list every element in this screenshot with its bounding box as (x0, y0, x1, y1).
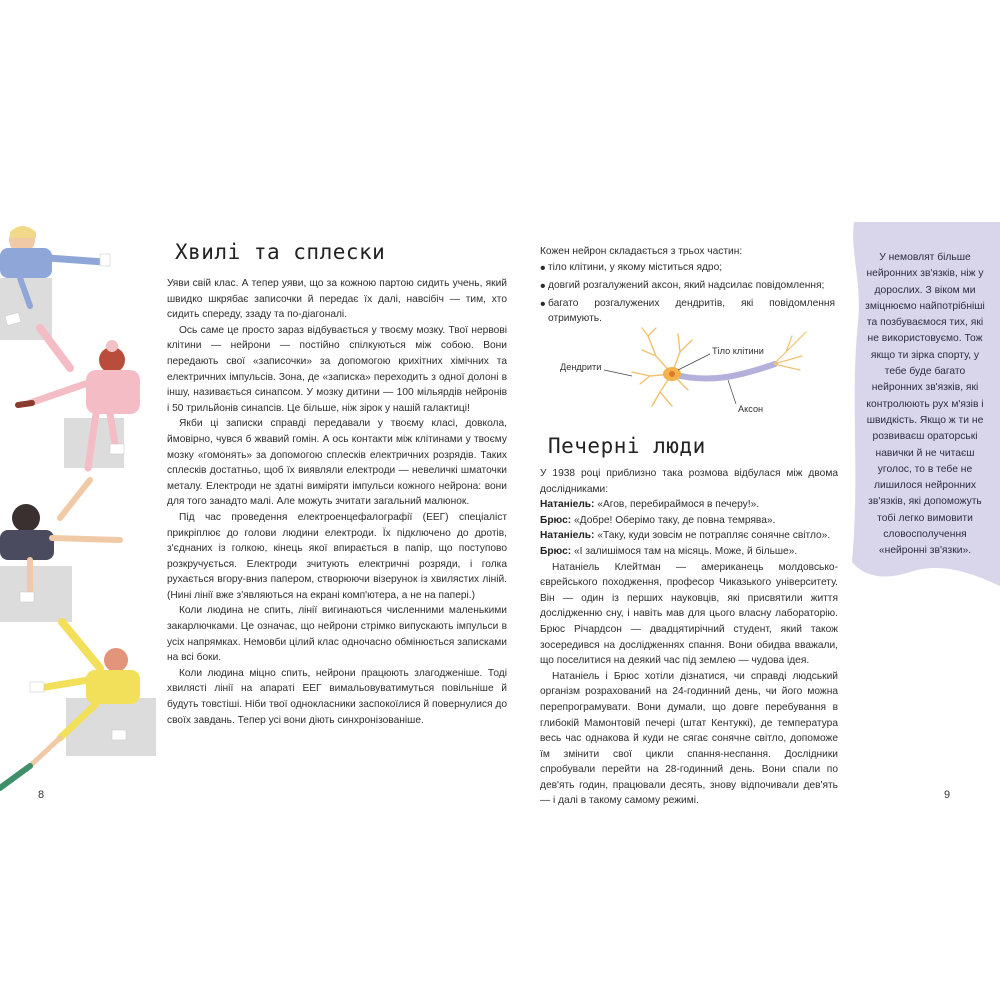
list-item-text: тіло клітини, у якому міститься ядро; (548, 261, 723, 273)
dialogue-text: «Добре! Оберімо таку, де повна темрява». (574, 514, 776, 526)
label-dendrites: Дендрити (560, 362, 602, 372)
list-item: • тіло клітини, у якому міститься ядро; (540, 259, 723, 277)
paragraph: Ось саме це просто зараз відбувається у твоєму мозку. Твої нервові клітини — нейрони — постійно спілкуються між собою. Вони передають свої «записочки» за допомогою крихітних хімічних та електричних імпульсів. Зона, де «записка» переходить з одної долоні в іншу, називається синапсом. У мозку дитини — 100 мільярдів нейронів і 50 трильйонів синапсів. Це більше, ніж зірок у нашій галактиці! (167, 324, 507, 414)
dialogue-text: «Таку, куди зовсім не потрапляє сонячне світло». (597, 530, 831, 542)
speaker: Натаніель: (540, 530, 595, 542)
paragraph: Натаніель Клейтман — американець молдовсько-єврейського походження, професор Чиказького університету. Він — один із перших науковців, які присвятили життя дослідженню сну, і навіть мав для цього власну лабораторію. Брюс Річардсон — двадцятирічний студент, який також зосередився на дослідженнях спання. Вони обидва вважали, що поселитися на деякий час під землею — чудова ідея. (540, 561, 838, 667)
dendrites-shape (632, 328, 692, 406)
dialogue-line (540, 513, 838, 529)
list-item: • багато розгалужених дендритів, які повідомлення отримують. (540, 296, 835, 327)
neuron-parts-list (540, 244, 835, 327)
right-column (540, 466, 838, 809)
pointer-line (728, 380, 736, 404)
speaker: Брюс: (540, 514, 572, 526)
neuron-diagram (560, 326, 820, 418)
pointer-line (604, 370, 632, 376)
list-intro: Кожен нейрон складається з трьох частин: (540, 246, 743, 257)
page-number-right: 9 (944, 789, 951, 801)
nucleus-shape (669, 371, 675, 377)
dialogue-line (540, 544, 838, 560)
axon-terminal-shape (774, 332, 806, 370)
dialogue-text: «Агов, перебираймося в печеру!». (597, 499, 760, 511)
sidebar-note: У немовлят більше нейронних зв'язків, ніж у дорослих. З віком ми зміцнюємо найпотрібніші та позбуваємося тих, які не використовуємо. Тож якщо ти зірка спорту, у тебе буде багато нейронних зв'язків, які контролюють рух м'язів і швидкість. Якщо ж ти не розвиваєш ораторські навички й не читаєш уголос, то в тебе не лишилося нейронних зв'язків, які допоможуть тобі легко вимовити словосполучення «нейронні зв'язки». (865, 252, 985, 557)
label-cell-body: Тіло клітини (712, 346, 764, 356)
label-axon: Аксон (738, 404, 764, 414)
dialogue-line (540, 528, 838, 544)
list-item: • довгий розгалужений аксон, який надсилає повідомлення; (540, 277, 825, 295)
speaker: Натаніель: (540, 499, 595, 511)
left-column (167, 276, 507, 728)
section-title-cave-people: Печерні люди (548, 434, 706, 458)
paragraph: Якби ці записки справді передавали у твоєму класі, довкола, ймовірно, чувся б жвавий гомін. А ось контакти між клітинами у твоєму мозку «гомонять» за допомогою сплесків електричних розрядів. Таких сплесків достатньо, щоб їх виявляли електроди — невеличкі шматочки металу. Електроди не здатні виміряти імпульси кожного нейрона: вони для того занадто малі. Але можуть зчитати загальний малюнок. (167, 418, 507, 508)
paragraph: Коли людина міцно спить, нейрони працюють злагодженіше. Тоді хвилясті лінії на апараті ЕЕГ вимальовуватимуться повільніше й будуть товстіші. Ніби твої однокласники заспокоїлися й повернулися до своїх завдань. Тепер усі вони діють синхронізованіше. (167, 667, 507, 726)
dialogue-line (540, 497, 838, 513)
page-number-left: 8 (38, 789, 45, 801)
dialogue-text: «І залишімося там на місяць. Може, й більше». (574, 545, 798, 557)
paragraph: Натаніель і Брюс хотіли дізнатися, чи справді людський організм розрахований на 24-годинний день, чи його можна перепрограмувати. Вони думали, що довге перебування в глибокій Мамонтовій печері (штат Кентуккі), де температура весь час однакова й куди не сягає сонячне світло, допоможе їм змінити свої цикли спання-неспання. Дослідники спробували перейти на 28-годинний день. Вони спали по дев'ять годин, працювали десять, знову відпочивали дев'ять — і далі в такому самому режимі. (540, 670, 838, 807)
section-intro: У 1938 році приблизно така розмова відбулася між двома дослідниками: (540, 468, 838, 495)
speaker: Брюс: (540, 545, 572, 557)
classroom-illustration (0, 218, 160, 798)
list-item-text: довгий розгалужений аксон, який надсилає повідомлення; (548, 279, 825, 291)
list-item-text: багато розгалужених дендритів, які повідомлення отримують. (548, 297, 835, 325)
axon-shape (672, 364, 775, 379)
page-title-waves: Хвилі та сплески (175, 240, 386, 264)
paragraph: Уяви свій клас. А тепер уяви, що за кожною партою сидить учень, який швидко шкрябає записочки й передає їх далі, навсібіч — тим, хто сидить спереду, ззаду та по-діагоналі. (167, 278, 507, 321)
paragraph: Коли людина не спить, лінії вигинаються численними маленькими закарлючками. Це означає, що нейрони стрімко випускають імпульси в усіх напрямках. Немовби цілий клас одночасно обмінюється записками на всі боки. (167, 605, 507, 664)
paragraph: Під час проведення електроенцефалографії (ЕЕГ) спеціаліст прикріплює до голови людини електроди. Їх підключено до дротів, з'єднаних із голкою, кінець якої впирається в папір, що поступово розкручується. Електроди зчитують електричні розряди, і голка рухається вгору-вниз папером, створюючи візерунок із хвилястих ліній. (Нині лінії вже з'являються на екрані комп'ютера, а не на папері.) (167, 511, 507, 601)
pointer-line (678, 354, 710, 370)
